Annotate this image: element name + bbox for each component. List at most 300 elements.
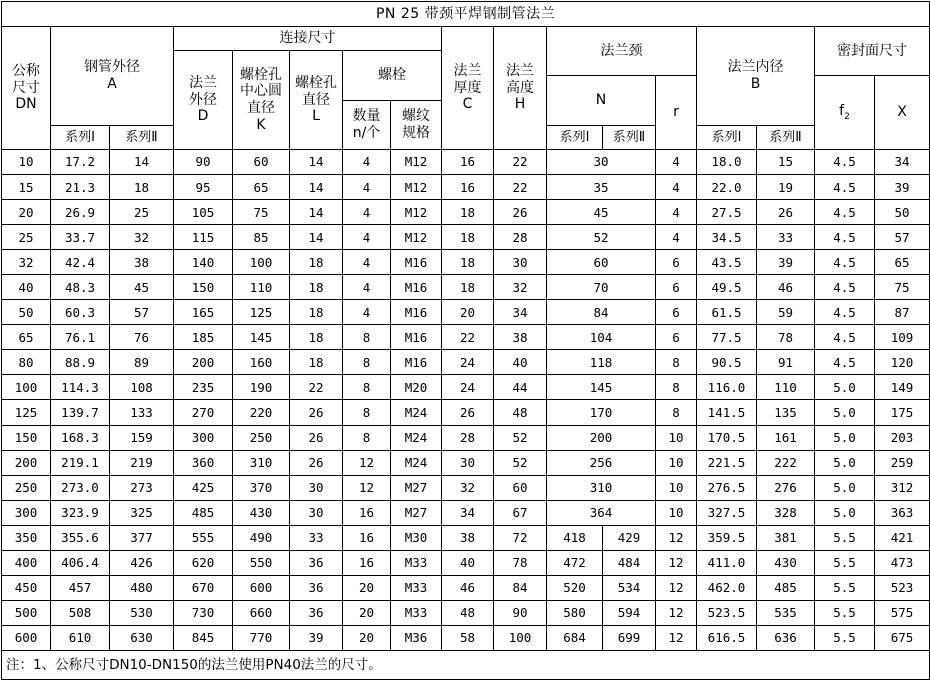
cell-h: 78 xyxy=(494,550,547,575)
cell-k: 100 xyxy=(233,250,290,275)
cell-k: 430 xyxy=(233,500,290,525)
cell-th: M27 xyxy=(391,500,442,525)
cell-n1: 118 xyxy=(547,350,656,375)
cell-n: 8 xyxy=(343,350,391,375)
cell-n: 4 xyxy=(343,150,391,175)
cell-dn: 350 xyxy=(2,525,51,550)
cell-k: 660 xyxy=(233,600,290,625)
table-row xyxy=(2,400,930,425)
cell-th: M16 xyxy=(391,275,442,300)
cell-n1: 200 xyxy=(547,425,656,450)
cell-b1: 359.5 xyxy=(697,525,757,550)
cell-a2: 273 xyxy=(110,475,174,500)
cell-n1: 104 xyxy=(547,325,656,350)
cell-h: 28 xyxy=(494,225,547,250)
cell-r: 10 xyxy=(656,450,697,475)
cell-d: 185 xyxy=(174,325,233,350)
cell-dn: 250 xyxy=(2,475,51,500)
cell-th: M16 xyxy=(391,325,442,350)
table-body xyxy=(2,150,930,651)
cell-x: 523 xyxy=(875,575,930,600)
cell-n: 16 xyxy=(343,550,391,575)
header-bolt-count: 数量 n/个 xyxy=(343,101,391,150)
cell-k: 145 xyxy=(233,325,290,350)
table-row xyxy=(2,200,930,225)
f2-base: f xyxy=(839,102,845,119)
cell-dn: 500 xyxy=(2,600,51,625)
cell-th: M24 xyxy=(391,450,442,475)
table-row xyxy=(2,525,930,550)
cell-a2: 108 xyxy=(110,375,174,400)
cell-a2: 32 xyxy=(110,225,174,250)
cell-a1: 457 xyxy=(51,575,110,600)
cell-th: M27 xyxy=(391,475,442,500)
cell-c: 28 xyxy=(442,425,494,450)
cell-a2: 630 xyxy=(110,625,174,650)
header-pipe-od-series2: 系列Ⅱ xyxy=(110,126,174,150)
cell-n1: 580 xyxy=(547,600,603,625)
cell-d: 165 xyxy=(174,300,233,325)
cell-r: 8 xyxy=(656,400,697,425)
header-flange-thickness: 法兰 厚度 C xyxy=(442,27,494,150)
cell-b1: 49.5 xyxy=(697,275,757,300)
cell-k: 125 xyxy=(233,300,290,325)
cell-b1: 141.5 xyxy=(697,400,757,425)
cell-d: 620 xyxy=(174,550,233,575)
cell-c: 18 xyxy=(442,200,494,225)
cell-a1: 60.3 xyxy=(51,300,110,325)
cell-dn: 300 xyxy=(2,500,51,525)
header-pipe-od-series1: 系列Ⅰ xyxy=(51,126,110,150)
cell-a2: 25 xyxy=(110,200,174,225)
cell-d: 845 xyxy=(174,625,233,650)
cell-b2: 161 xyxy=(757,425,815,450)
cell-x: 50 xyxy=(875,200,930,225)
cell-n1: 145 xyxy=(547,375,656,400)
cell-n2: 699 xyxy=(603,625,656,650)
cell-r: 8 xyxy=(656,350,697,375)
cell-dn: 10 xyxy=(2,150,51,175)
cell-a1: 76.1 xyxy=(51,325,110,350)
cell-d: 150 xyxy=(174,275,233,300)
cell-x: 39 xyxy=(875,175,930,200)
cell-k: 600 xyxy=(233,575,290,600)
cell-f2: 5.5 xyxy=(815,600,875,625)
cell-h: 44 xyxy=(494,375,547,400)
table-row xyxy=(2,225,930,250)
cell-c: 24 xyxy=(442,375,494,400)
cell-h: 34 xyxy=(494,300,547,325)
cell-c: 18 xyxy=(442,275,494,300)
cell-l: 26 xyxy=(290,450,343,475)
cell-r: 12 xyxy=(656,550,697,575)
cell-b2: 430 xyxy=(757,550,815,575)
table-title: PN 25 带颈平焊钢制管法兰 xyxy=(2,2,930,27)
cell-n: 4 xyxy=(343,225,391,250)
cell-l: 36 xyxy=(290,600,343,625)
cell-c: 16 xyxy=(442,150,494,175)
cell-dn: 65 xyxy=(2,325,51,350)
cell-k: 370 xyxy=(233,475,290,500)
cell-x: 259 xyxy=(875,450,930,475)
cell-h: 67 xyxy=(494,500,547,525)
table-row xyxy=(2,625,930,650)
cell-h: 38 xyxy=(494,325,547,350)
cell-n2: 534 xyxy=(603,575,656,600)
cell-x: 149 xyxy=(875,375,930,400)
cell-x: 575 xyxy=(875,600,930,625)
cell-n: 8 xyxy=(343,325,391,350)
cell-r: 6 xyxy=(656,250,697,275)
cell-r: 12 xyxy=(656,600,697,625)
cell-l: 18 xyxy=(290,300,343,325)
cell-d: 235 xyxy=(174,375,233,400)
cell-n: 16 xyxy=(343,500,391,525)
cell-b2: 381 xyxy=(757,525,815,550)
header-x: X xyxy=(875,76,930,150)
cell-f2: 5.0 xyxy=(815,500,875,525)
cell-l: 14 xyxy=(290,175,343,200)
cell-b2: 15 xyxy=(757,150,815,175)
cell-a1: 323.9 xyxy=(51,500,110,525)
cell-a1: 17.2 xyxy=(51,150,110,175)
table-row xyxy=(2,175,930,200)
table-row xyxy=(2,600,930,625)
cell-n: 12 xyxy=(343,450,391,475)
cell-b1: 61.5 xyxy=(697,300,757,325)
cell-n1: 84 xyxy=(547,300,656,325)
cell-d: 425 xyxy=(174,475,233,500)
cell-f2: 4.5 xyxy=(815,300,875,325)
cell-a2: 426 xyxy=(110,550,174,575)
cell-f2: 4.5 xyxy=(815,150,875,175)
cell-f2: 4.5 xyxy=(815,325,875,350)
cell-a1: 508 xyxy=(51,600,110,625)
cell-x: 312 xyxy=(875,475,930,500)
cell-a2: 480 xyxy=(110,575,174,600)
cell-c: 24 xyxy=(442,350,494,375)
cell-r: 4 xyxy=(656,225,697,250)
cell-k: 190 xyxy=(233,375,290,400)
cell-l: 18 xyxy=(290,275,343,300)
cell-f2: 4.5 xyxy=(815,225,875,250)
cell-k: 110 xyxy=(233,275,290,300)
cell-l: 39 xyxy=(290,625,343,650)
cell-r: 8 xyxy=(656,375,697,400)
cell-th: M20 xyxy=(391,375,442,400)
cell-l: 26 xyxy=(290,400,343,425)
cell-l: 26 xyxy=(290,425,343,450)
cell-b1: 327.5 xyxy=(697,500,757,525)
cell-f2: 4.5 xyxy=(815,250,875,275)
header-neck-n: N xyxy=(547,76,656,126)
cell-b1: 27.5 xyxy=(697,200,757,225)
cell-x: 75 xyxy=(875,275,930,300)
cell-r: 10 xyxy=(656,475,697,500)
header-flange-id: 法兰内径 B xyxy=(697,27,815,126)
cell-a1: 42.4 xyxy=(51,250,110,275)
cell-a1: 88.9 xyxy=(51,350,110,375)
cell-l: 18 xyxy=(290,350,343,375)
cell-dn: 150 xyxy=(2,425,51,450)
cell-r: 12 xyxy=(656,625,697,650)
header-flange-id-series1: 系列Ⅰ xyxy=(697,126,757,150)
cell-b2: 222 xyxy=(757,450,815,475)
cell-th: M16 xyxy=(391,250,442,275)
cell-r: 6 xyxy=(656,325,697,350)
cell-a1: 48.3 xyxy=(51,275,110,300)
cell-d: 115 xyxy=(174,225,233,250)
cell-l: 14 xyxy=(290,225,343,250)
cell-n1: 418 xyxy=(547,525,603,550)
cell-a2: 530 xyxy=(110,600,174,625)
cell-h: 48 xyxy=(494,400,547,425)
cell-k: 490 xyxy=(233,525,290,550)
cell-c: 58 xyxy=(442,625,494,650)
table-row xyxy=(2,350,930,375)
cell-h: 22 xyxy=(494,175,547,200)
cell-c: 16 xyxy=(442,175,494,200)
header-bolt: 螺栓 xyxy=(343,51,442,101)
cell-th: M30 xyxy=(391,525,442,550)
header-bolt-circle: 螺栓孔 中心圆 直径 K xyxy=(233,51,290,150)
cell-b1: 170.5 xyxy=(697,425,757,450)
cell-th: M16 xyxy=(391,350,442,375)
cell-l: 30 xyxy=(290,475,343,500)
cell-h: 90 xyxy=(494,600,547,625)
cell-k: 550 xyxy=(233,550,290,575)
cell-b1: 411.0 xyxy=(697,550,757,575)
cell-k: 220 xyxy=(233,400,290,425)
flange-dimension-table xyxy=(1,1,930,680)
cell-c: 30 xyxy=(442,450,494,475)
cell-k: 75 xyxy=(233,200,290,225)
cell-d: 555 xyxy=(174,525,233,550)
cell-c: 48 xyxy=(442,600,494,625)
cell-h: 40 xyxy=(494,350,547,375)
cell-a2: 159 xyxy=(110,425,174,450)
cell-x: 421 xyxy=(875,525,930,550)
cell-dn: 450 xyxy=(2,575,51,600)
cell-n1: 35 xyxy=(547,175,656,200)
cell-a1: 139.7 xyxy=(51,400,110,425)
cell-l: 18 xyxy=(290,325,343,350)
cell-l: 36 xyxy=(290,550,343,575)
table-row xyxy=(2,575,930,600)
cell-n: 8 xyxy=(343,425,391,450)
cell-b2: 110 xyxy=(757,375,815,400)
cell-n1: 52 xyxy=(547,225,656,250)
cell-f2: 5.0 xyxy=(815,375,875,400)
cell-l: 36 xyxy=(290,575,343,600)
cell-a2: 133 xyxy=(110,400,174,425)
cell-x: 203 xyxy=(875,425,930,450)
cell-d: 95 xyxy=(174,175,233,200)
cell-c: 38 xyxy=(442,525,494,550)
header-flange-od: 法兰 外径 D xyxy=(174,51,233,150)
cell-n1: 256 xyxy=(547,450,656,475)
cell-f2: 5.0 xyxy=(815,450,875,475)
cell-h: 22 xyxy=(494,150,547,175)
cell-n: 20 xyxy=(343,575,391,600)
cell-f2: 4.5 xyxy=(815,275,875,300)
cell-th: M12 xyxy=(391,225,442,250)
cell-dn: 15 xyxy=(2,175,51,200)
header-flange-id-series2: 系列Ⅱ xyxy=(757,126,815,150)
cell-d: 270 xyxy=(174,400,233,425)
cell-l: 14 xyxy=(290,200,343,225)
cell-n: 4 xyxy=(343,200,391,225)
cell-c: 46 xyxy=(442,575,494,600)
cell-d: 105 xyxy=(174,200,233,225)
table-row xyxy=(2,450,930,475)
cell-f2: 5.5 xyxy=(815,625,875,650)
header-flange-neck: 法兰颈 xyxy=(547,27,697,76)
cell-f2: 5.0 xyxy=(815,400,875,425)
cell-dn: 400 xyxy=(2,550,51,575)
cell-n1: 70 xyxy=(547,275,656,300)
header-neck-r: r xyxy=(656,76,697,150)
cell-th: M33 xyxy=(391,550,442,575)
cell-b1: 221.5 xyxy=(697,450,757,475)
cell-r: 6 xyxy=(656,300,697,325)
cell-n1: 520 xyxy=(547,575,603,600)
cell-n: 16 xyxy=(343,525,391,550)
cell-th: M24 xyxy=(391,425,442,450)
cell-n1: 364 xyxy=(547,500,656,525)
cell-dn: 125 xyxy=(2,400,51,425)
cell-n1: 45 xyxy=(547,200,656,225)
cell-b2: 19 xyxy=(757,175,815,200)
cell-x: 363 xyxy=(875,500,930,525)
cell-a1: 610 xyxy=(51,625,110,650)
cell-n: 12 xyxy=(343,475,391,500)
header-thread-spec: 螺纹 规格 xyxy=(391,101,442,150)
cell-n1: 684 xyxy=(547,625,603,650)
cell-x: 473 xyxy=(875,550,930,575)
cell-x: 34 xyxy=(875,150,930,175)
cell-th: M33 xyxy=(391,600,442,625)
cell-a2: 219 xyxy=(110,450,174,475)
cell-d: 200 xyxy=(174,350,233,375)
cell-b2: 78 xyxy=(757,325,815,350)
cell-b1: 116.0 xyxy=(697,375,757,400)
cell-k: 770 xyxy=(233,625,290,650)
cell-c: 18 xyxy=(442,225,494,250)
cell-a2: 325 xyxy=(110,500,174,525)
cell-dn: 80 xyxy=(2,350,51,375)
cell-b1: 616.5 xyxy=(697,625,757,650)
cell-f2: 5.5 xyxy=(815,525,875,550)
cell-r: 6 xyxy=(656,275,697,300)
cell-n1: 30 xyxy=(547,150,656,175)
cell-r: 10 xyxy=(656,425,697,450)
cell-h: 60 xyxy=(494,475,547,500)
cell-a2: 57 xyxy=(110,300,174,325)
cell-b1: 276.5 xyxy=(697,475,757,500)
cell-b2: 328 xyxy=(757,500,815,525)
cell-th: M12 xyxy=(391,200,442,225)
table-row xyxy=(2,550,930,575)
cell-x: 65 xyxy=(875,250,930,275)
cell-b2: 46 xyxy=(757,275,815,300)
cell-a1: 219.1 xyxy=(51,450,110,475)
header-bolt-hole: 螺栓孔 直径 L xyxy=(290,51,343,150)
cell-k: 65 xyxy=(233,175,290,200)
header-nominal-size: 公称 尺寸 DN xyxy=(2,27,51,150)
cell-th: M33 xyxy=(391,575,442,600)
cell-n: 8 xyxy=(343,400,391,425)
cell-c: 18 xyxy=(442,250,494,275)
cell-b1: 90.5 xyxy=(697,350,757,375)
cell-f2: 5.0 xyxy=(815,475,875,500)
cell-d: 90 xyxy=(174,150,233,175)
cell-b2: 59 xyxy=(757,300,815,325)
cell-d: 300 xyxy=(174,425,233,450)
cell-c: 40 xyxy=(442,550,494,575)
cell-dn: 40 xyxy=(2,275,51,300)
header-f2 xyxy=(815,76,875,150)
cell-a1: 355.6 xyxy=(51,525,110,550)
cell-d: 140 xyxy=(174,250,233,275)
cell-a2: 89 xyxy=(110,350,174,375)
cell-k: 250 xyxy=(233,425,290,450)
cell-a2: 76 xyxy=(110,325,174,350)
cell-a2: 377 xyxy=(110,525,174,550)
cell-f2: 5.5 xyxy=(815,575,875,600)
cell-f2: 5.0 xyxy=(815,425,875,450)
cell-h: 84 xyxy=(494,575,547,600)
cell-dn: 50 xyxy=(2,300,51,325)
cell-l: 30 xyxy=(290,500,343,525)
cell-f2: 4.5 xyxy=(815,200,875,225)
cell-b2: 485 xyxy=(757,575,815,600)
cell-h: 32 xyxy=(494,275,547,300)
cell-a1: 273.0 xyxy=(51,475,110,500)
cell-n: 4 xyxy=(343,275,391,300)
cell-h: 72 xyxy=(494,525,547,550)
cell-th: M12 xyxy=(391,175,442,200)
table-row xyxy=(2,475,930,500)
cell-b2: 39 xyxy=(757,250,815,275)
cell-b1: 462.0 xyxy=(697,575,757,600)
cell-b1: 43.5 xyxy=(697,250,757,275)
cell-r: 12 xyxy=(656,575,697,600)
cell-n1: 310 xyxy=(547,475,656,500)
table-note: 注：1、公称尺寸DN10-DN150的法兰使用PN40法兰的尺寸。 xyxy=(2,651,930,680)
cell-r: 4 xyxy=(656,200,697,225)
cell-n: 4 xyxy=(343,300,391,325)
cell-dn: 200 xyxy=(2,450,51,475)
cell-x: 175 xyxy=(875,400,930,425)
cell-a1: 21.3 xyxy=(51,175,110,200)
cell-k: 60 xyxy=(233,150,290,175)
cell-b2: 135 xyxy=(757,400,815,425)
cell-b2: 33 xyxy=(757,225,815,250)
cell-c: 22 xyxy=(442,325,494,350)
cell-a2: 14 xyxy=(110,150,174,175)
cell-n: 20 xyxy=(343,600,391,625)
cell-a1: 168.3 xyxy=(51,425,110,450)
table-row xyxy=(2,250,930,275)
cell-dn: 100 xyxy=(2,375,51,400)
cell-r: 4 xyxy=(656,150,697,175)
cell-a2: 38 xyxy=(110,250,174,275)
cell-f2: 5.5 xyxy=(815,550,875,575)
cell-h: 26 xyxy=(494,200,547,225)
table-row xyxy=(2,300,930,325)
cell-b2: 636 xyxy=(757,625,815,650)
